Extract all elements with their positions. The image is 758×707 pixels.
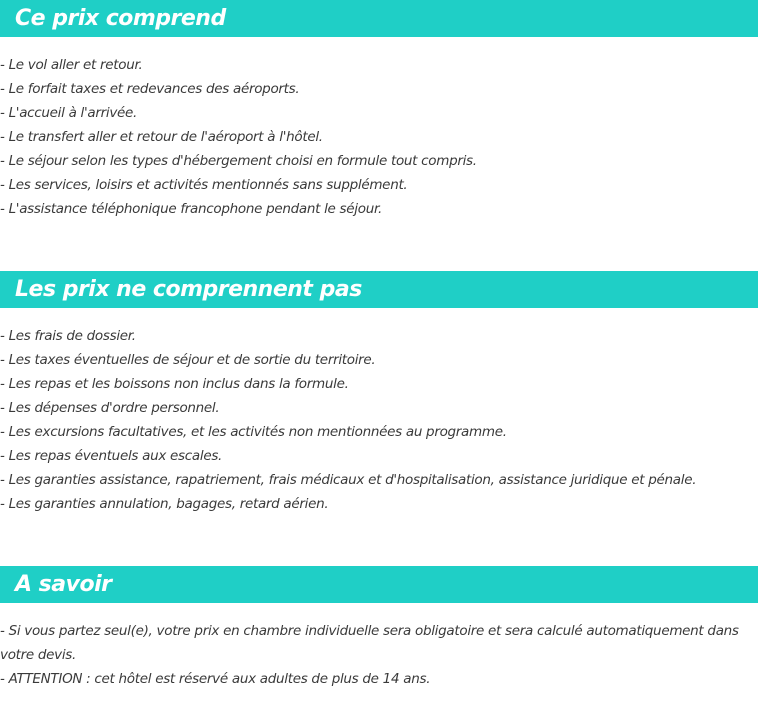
list-item: - Le transfert aller et retour de l'aéroport à l'hôtel.: [0, 129, 323, 145]
list-item: - Les taxes éventuelles de séjour et de sortie du territoire.: [0, 352, 376, 368]
list-item: - L'accueil à l'arrivée.: [0, 105, 138, 121]
section-header-good-to-know: [0, 566, 758, 603]
list-item: - Le vol aller et retour.: [0, 57, 143, 73]
section-header-included: [0, 0, 758, 37]
section-header-not-included: [0, 271, 758, 308]
list-item: - Si vous partez seul(e), votre prix en chambre individuelle sera obligatoire et sera calculé automatiquement dans votre devis.: [0, 623, 739, 663]
list-item: - Les excursions facultatives, et les activités non mentionnées au programme.: [0, 424, 507, 440]
list-item: - Le forfait taxes et redevances des aéroports.: [0, 81, 300, 97]
list-item: - Les garanties assistance, rapatriement, frais médicaux et d'hospitalisation, assistance juridique et pénale.: [0, 472, 697, 488]
list-item: - ATTENTION : cet hôtel est réservé aux adultes de plus de 14 ans.: [0, 671, 431, 687]
list-item: - Les frais de dossier.: [0, 328, 136, 344]
section-title-not-included: Les prix ne comprennent pas: [15, 277, 362, 302]
section-title-good-to-know: A savoir: [15, 572, 112, 597]
included-list: [0, 53, 752, 221]
list-item: - Les services, loisirs et activités mentionnés sans supplément.: [0, 177, 408, 193]
list-item: - Les dépenses d'ordre personnel.: [0, 400, 220, 416]
list-item: - L'assistance téléphonique francophone pendant le séjour.: [0, 201, 382, 217]
good-to-know-list: [0, 619, 752, 691]
not-included-list: [0, 324, 752, 516]
list-item: - Les repas et les boissons non inclus dans la formule.: [0, 376, 349, 392]
list-item: - Le séjour selon les types d'hébergement choisi en formule tout compris.: [0, 153, 477, 169]
list-item: - Les repas éventuels aux escales.: [0, 448, 223, 464]
section-title-included: Ce prix comprend: [15, 6, 226, 31]
list-item: - Les garanties annulation, bagages, retard aérien.: [0, 496, 329, 512]
